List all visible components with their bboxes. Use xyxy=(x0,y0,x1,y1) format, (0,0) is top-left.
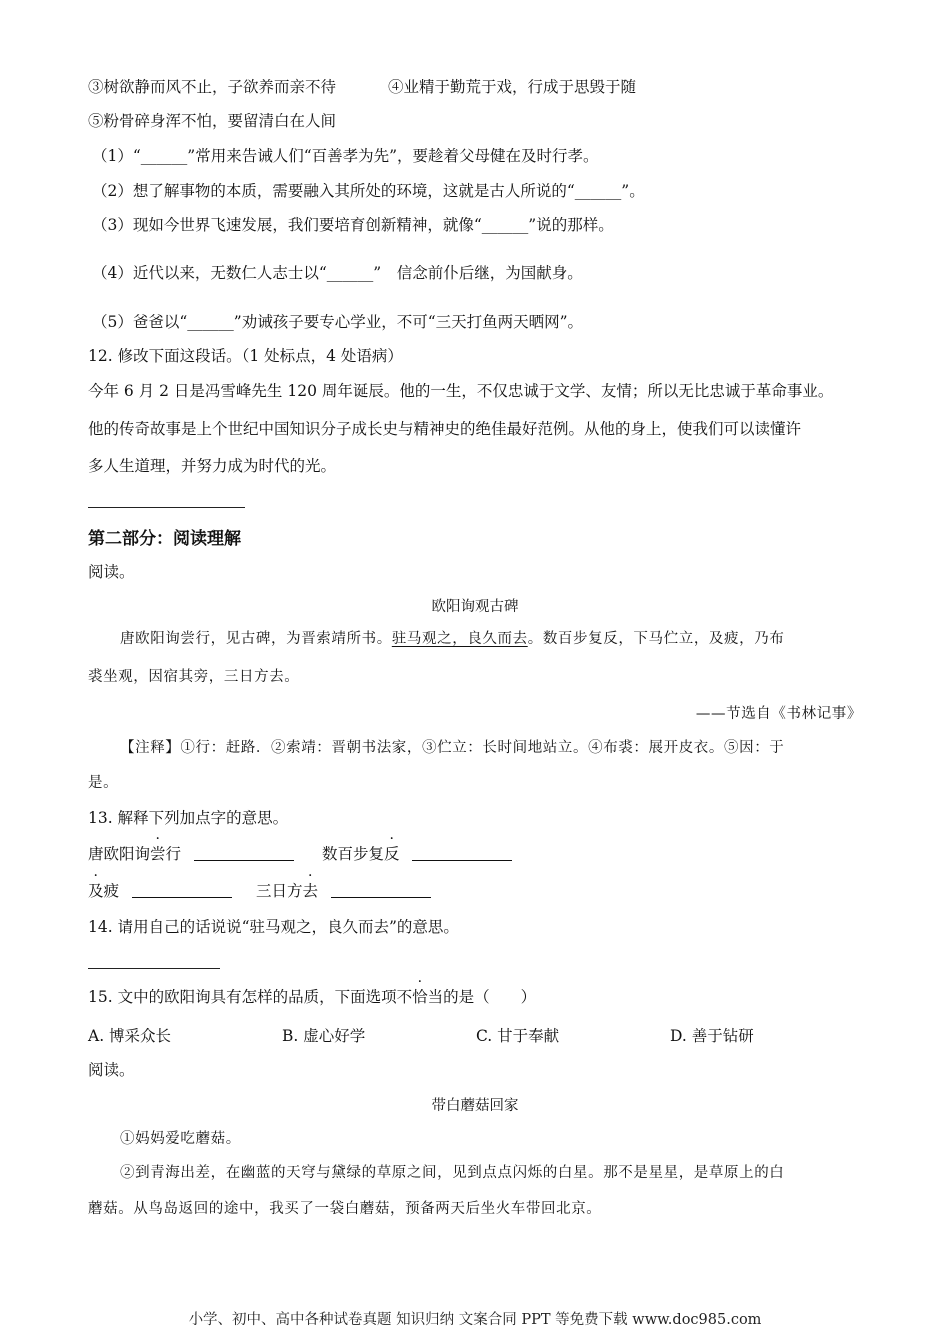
q15-title-post: 的是（ ） xyxy=(443,988,537,1006)
q13-item4-pre: 三日方 xyxy=(256,882,303,900)
passage1-underlined: 驻马观之，良久而去 xyxy=(391,631,528,647)
passage1-text-a: 唐欧阳询尝行，见古碑，为晋索靖所书。 xyxy=(120,631,392,647)
q13-blank-2[interactable] xyxy=(412,844,512,861)
read-label-1: 阅读。 xyxy=(88,563,135,581)
q13-item2-dotted: 反 xyxy=(384,845,400,863)
passage2-title: 带白蘑菇回家 xyxy=(431,1098,519,1114)
passage1-title: 欧阳询观古碑 xyxy=(431,599,519,615)
q13-title: 13. 解释下列加点字的意思。 xyxy=(88,809,289,827)
q11-item-4: （4）近代以来，无数仁人志士以“______” 信念前仆后继，为国献身。 xyxy=(92,264,583,282)
q13-item4-dotted: 去 xyxy=(302,882,319,900)
q15-option-d[interactable]: D. 善于钻研 xyxy=(670,1027,754,1045)
read-label-2: 阅读。 xyxy=(88,1061,135,1079)
q11-item-2: （2）想了解事物的本质，需要融入其所处的环境，这就是古人所说的“______”。 xyxy=(92,182,645,200)
q13-row-2 xyxy=(88,880,232,902)
q13-row-1b xyxy=(322,843,512,865)
passage2-para-2-line-1: ②到青海出差，在幽蓝的天穹与黛绿的草原之间，见到点点闪烁的白星。那不是星星，是草原上的白 xyxy=(120,1165,785,1181)
passage1-line-2: 裘坐观，因宿其旁，三日方去。 xyxy=(88,669,300,685)
q13-item1-pre: 唐欧阳询 xyxy=(88,845,151,863)
q11-item-5: （5）爸爸以“______”劝诫孩子要专心学业，不可“三天打鱼两天晒网”。 xyxy=(92,313,584,331)
sentence-5: ⑤粉骨碎身浑不怕，要留清白在人间 xyxy=(88,112,337,130)
sentence-3: ③树欲静而风不止，子欲养而亲不待 xyxy=(88,78,337,96)
q15-option-c[interactable]: C. 甘于奉献 xyxy=(476,1027,560,1045)
q15-option-a[interactable]: A. 博采众长 xyxy=(88,1027,172,1045)
q11-item-3: （3）现如今世界飞速发展，我们要培育创新精神，就像“______”说的那样。 xyxy=(92,216,614,234)
q12-line-2: 他的传奇故事是上个世纪中国知识分子成长史与精神史的绝佳最好范例。从他的身上，使我们可以读懂许 xyxy=(88,420,802,438)
passage1-line-1 xyxy=(120,628,784,650)
note-line-1: 【注释】①行：赶路．②索靖：晋朝书法家，③伫立：长时间地站立。④布裘：展开皮衣。⑤因：于 xyxy=(120,740,785,756)
q15-title xyxy=(88,986,536,1008)
q14-title: 14. 请用自己的话说说“驻马观之，良久而去”的意思。 xyxy=(88,918,459,936)
note-line-2: 是。 xyxy=(88,775,119,791)
q13-blank-1[interactable] xyxy=(194,844,294,861)
part2-heading: 第二部分：阅读理解 xyxy=(88,529,241,549)
q13-blank-4[interactable] xyxy=(331,881,431,898)
passage1-source: ——节选自《书林记事》 xyxy=(695,706,862,722)
q13-row-2b xyxy=(256,880,431,902)
q13-item1-post: 行 xyxy=(165,845,182,863)
q13-item3-post: 疲 xyxy=(103,882,120,900)
q11-item-1: （1）“______”常用来告诫人们“百善孝为先”，要趁着父母健在及时行孝。 xyxy=(92,147,599,165)
passage2-para-2-line-2: 蘑菇。从鸟岛返回的途中，我买了一袋白蘑菇，预备两天后坐火车带回北京。 xyxy=(88,1201,602,1217)
passage2-para-1: ①妈妈爱吃蘑菇。 xyxy=(120,1131,241,1147)
passage1-text-b: 。数百步复反，下马伫立，及疲，乃布 xyxy=(527,631,785,647)
q13-item1-dotted: 尝 xyxy=(150,845,166,863)
q12-title: 12. 修改下面这段话。（1 处标点，4 处语病） xyxy=(88,347,403,365)
q15-option-b[interactable]: B. 虚心好学 xyxy=(282,1027,366,1045)
q13-item2-pre: 数百步复 xyxy=(322,845,385,863)
q13-item3-dotted: 及 xyxy=(88,882,104,900)
sentence-4: ④业精于勤荒于戏，行成于思毁于随 xyxy=(388,78,637,96)
q15-title-dotted: 不恰当 xyxy=(396,988,444,1006)
q14-answer-line xyxy=(88,968,220,969)
q13-blank-3[interactable] xyxy=(132,881,232,898)
q12-line-1: 今年 6 月 2 日是冯雪峰先生 120 周年诞辰。他的一生，不仅忠诚于文学、友情；所以无比忠诚于革命事业。 xyxy=(88,382,834,400)
q12-answer-line xyxy=(88,507,245,508)
q13-row-1 xyxy=(88,843,294,865)
q12-line-3: 多人生道理，并努力成为时代的光。 xyxy=(88,457,337,475)
q15-title-pre: 15. 文中的欧阳询具有怎样的品质，下面选项 xyxy=(88,988,397,1006)
page-footer: 小学、初中、高中各种试卷真题 知识归纳 文案合同 PPT 等免费下载 www.doc985.com xyxy=(188,1312,762,1328)
